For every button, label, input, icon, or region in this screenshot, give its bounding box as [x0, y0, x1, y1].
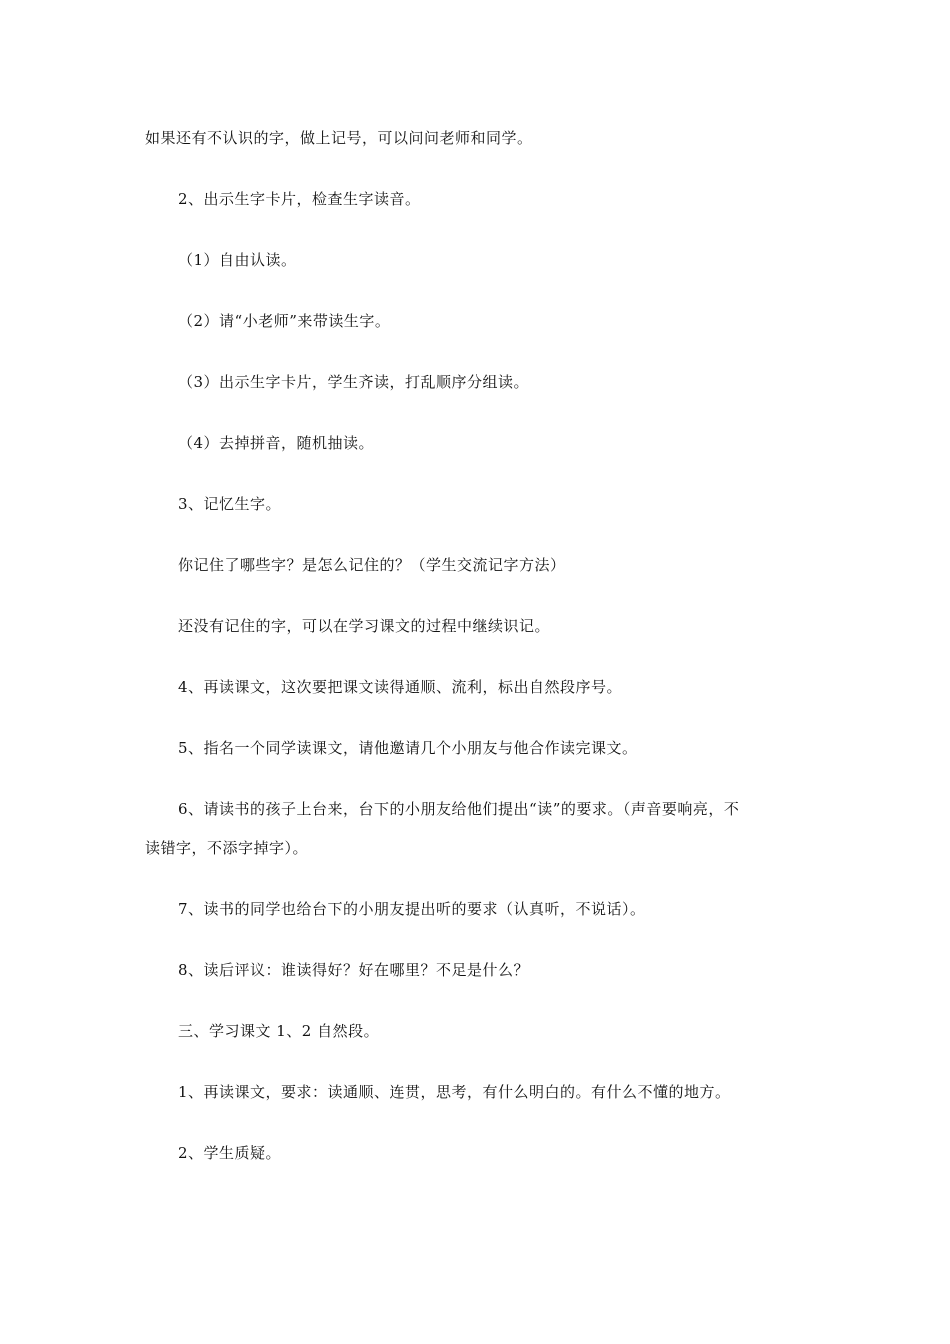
text-line-6: （4）去掉拼音，随机抽读。	[178, 434, 375, 452]
text-line-17: 1、再读课文，要求：读通顺、连贯，思考，有什么明白的。有什么不懂的地方。	[178, 1083, 731, 1101]
text-line-13: 读错字，不添字掉字）。	[145, 839, 309, 857]
text-line-14: 7、读书的同学也给台下的小朋友提出听的要求（认真听，不说话）。	[178, 900, 646, 918]
text-line-8: 你记住了哪些字？是怎么记住的？（学生交流记字方法）	[178, 556, 566, 574]
text-line-7: 3、记忆生字。	[178, 495, 282, 513]
text-line-2: 2、出示生字卡片，检查生字读音。	[178, 190, 421, 208]
text-line-12: 6、请读书的孩子上台来，台下的小朋友给他们提出“读”的要求。（声音要响亮，不	[178, 800, 740, 818]
text-line-10: 4、再读课文，这次要把课文读得通顺、流利，标出自然段序号。	[178, 678, 623, 696]
text-line-1: 如果还有不认识的字，做上记号，可以问问老师和同学。	[145, 129, 533, 147]
text-line-9: 还没有记住的字，可以在学习课文的过程中继续识记。	[178, 617, 551, 635]
text-line-5: （3）出示生字卡片，学生齐读，打乱顺序分组读。	[178, 373, 530, 391]
text-line-18: 2、学生质疑。	[178, 1144, 282, 1162]
text-line-15: 8、读后评议：谁读得好？好在哪里？不足是什么？	[178, 961, 530, 979]
text-line-16: 三、学习课文 1、2 自然段。	[178, 1022, 380, 1040]
text-line-11: 5、指名一个同学读课文，请他邀请几个小朋友与他合作读完课文。	[178, 739, 638, 757]
text-line-3: （1）自由认读。	[178, 251, 297, 269]
text-line-4: （2）请“小老师”来带读生字。	[178, 312, 391, 330]
